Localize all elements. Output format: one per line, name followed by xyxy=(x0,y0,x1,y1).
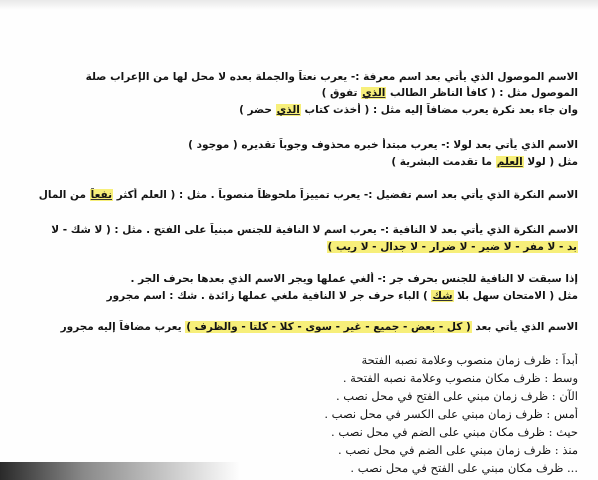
rule-relative-pronoun-line2 xyxy=(20,86,578,100)
text-segment: ) الباء حرف جر لا النافية ملغي عملها زائدة . شك : اسم مجرور xyxy=(106,290,432,302)
adverb-term: الآن xyxy=(559,389,578,403)
adverb-description: : ظرف مكان منصوب وعلامة نصبه الفتحة . xyxy=(342,371,552,385)
highlighted-word: الذي xyxy=(276,104,300,116)
adverb-abadan xyxy=(20,353,578,368)
adverb-mundhu xyxy=(20,443,578,458)
adverb-wasat xyxy=(20,371,578,386)
rule-lawla-line2 xyxy=(20,155,578,169)
adverb-term: أبداً xyxy=(562,353,578,367)
rule-la-after-preposition-line2 xyxy=(20,289,578,303)
adverb-description: : ظرف زمان مبني على الفتح في محل نصب . xyxy=(335,389,560,403)
adverb-alaan xyxy=(20,389,578,404)
adverb-description: : ظرف مكان مبني على الضم في محل نصب . xyxy=(331,425,557,439)
highlighted-word: العلم xyxy=(496,156,523,168)
adverb-ams xyxy=(20,407,578,422)
text-segment: حضر ) xyxy=(239,104,276,116)
rule-lawla-line1 xyxy=(20,138,578,152)
adverb-term: منذ xyxy=(562,443,578,457)
adverb-partial xyxy=(20,461,578,476)
adverb-description: : ظرف زمان منصوب وعلامة نصبه الفتحة xyxy=(361,353,563,367)
text-segment: الاسم النكرة الذي يأتي بعد لا النافية :- يعرب اسم لا النافية للجنس مبنياً على الفتح . مثل : ( لا شك - لا xyxy=(51,224,578,236)
adverb-term: أمس xyxy=(553,407,578,421)
adverb-haythu xyxy=(20,425,578,440)
text-segment: الاسم الذي يأتي بعد لولا :- يعرب مبتدأ خبره محذوف وجوباً تقديره ( موجود ) xyxy=(188,139,578,151)
text-segment: ما تقدمت البشرية ) xyxy=(391,156,496,168)
highlighted-list: ( كل - بعض - جميع - غير - سوى - كلا - كلتا - والظرف ) xyxy=(186,321,471,333)
text-segment: الاسم الموصول الذي يأتي بعد اسم معرفة :- يعرب نعتاً والجملة بعده لا محل لها من الإعراب صلة xyxy=(85,71,578,83)
rule-mudaf-ilayh xyxy=(20,320,578,334)
highlighted-word: الذي xyxy=(362,87,386,99)
text-segment: الموصول مثل : ( كافأ الناظر الطالب xyxy=(386,87,578,99)
adverb-term: وسط xyxy=(551,371,578,385)
text-segment: الاسم الذي يأتي بعد xyxy=(471,321,578,333)
highlighted-word: نفعاً xyxy=(90,189,113,201)
highlighted-examples: بد - لا مفر - لا ضير - لا ضرار - لا جدال - لا ريب ) xyxy=(327,241,577,253)
text-segment: من المال xyxy=(38,189,90,201)
text-segment: يعرب مضافاً إليه مجرور xyxy=(60,321,186,333)
adverb-term: حيث xyxy=(556,425,578,439)
rule-la-after-preposition-line1 xyxy=(20,272,578,286)
adverb-description: ... ظرف مكان مبني على الفتح في محل نصب . xyxy=(350,461,578,475)
adverb-description: : ظرف زمان مبني على الكسر في محل نصب . xyxy=(324,407,554,421)
text-segment: إذا سبقت لا النافية للجنس بحرف جر :- ألغي عملها ويجر الاسم الذي بعدها بحرف الجر . xyxy=(130,273,578,285)
text-segment: مثل ( الامتحان سهل بلا xyxy=(453,290,578,302)
rule-la-nafiya-line2 xyxy=(20,240,578,254)
text-segment: مثل ( لولا xyxy=(523,156,578,168)
rule-relative-pronoun-line1 xyxy=(20,70,578,84)
rule-tafdil xyxy=(20,188,578,202)
adverb-description: : ظرف زمان مبني على الضم في محل نصب . xyxy=(338,443,563,457)
page-shadow-top xyxy=(0,0,598,10)
rule-la-nafiya-line1 xyxy=(20,223,578,237)
text-segment: وان جاء بعد نكرة يعرب مضافاً إليه مثل : ( أخذت كتاب xyxy=(300,104,578,116)
rule-relative-pronoun-line3 xyxy=(20,103,578,117)
highlighted-word: شك xyxy=(432,290,453,302)
text-segment: تفوق ) xyxy=(321,87,362,99)
text-segment: الاسم النكرة الذي يأتي بعد اسم تفضيل :- يعرب تمييزاً ملحوظاً منصوباً . مثل : ( العلم أكثر xyxy=(113,189,578,201)
